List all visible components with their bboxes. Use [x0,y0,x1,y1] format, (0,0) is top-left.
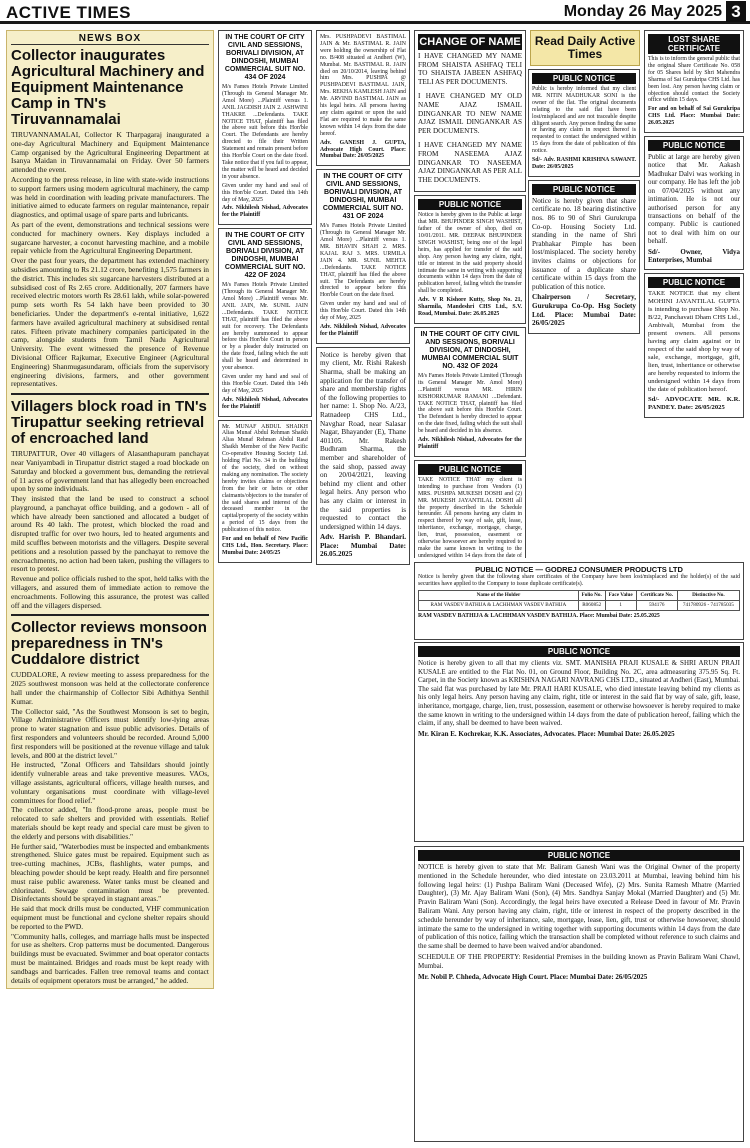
notice-body: This is to inform the general public that the original Share Certificate No. 058 for 05 Shares held by Shri Mahendra Sharma of Sai Gurukripa CHS Ltd. has been lost. Any person having claim or objection should contact the Society office within 15 days. [648,56,740,104]
public-notice [528,69,640,177]
public-notice [414,195,526,324]
notice-body: Notice is hereby given to the Public at large that MR. BHUPINDER SINGH WASHIST, father of the owner of shop, died on 10/01/2011. MR. DEEPAK BHUPINDER SINGH WASHIST, being one of the legal heirs, has applied for transfer of the said shop. Any person having any claim, right, title or interest in the said property should intimate the same in writing with supporting documents within 14 days from the date of publication hereof, failing which the transfer shall be completed. [418,212,522,295]
story-paragraph: TIRUPATTUR, Over 40 villagers of Alasanthapuram panchayat near Vaniyambadi in Tirupattur district staged a road blockade on Saturday and blocked a government bus, demanding the retrieval of 11 acres of government land that has allegedly been encroached upon by some individuals. [11,449,209,494]
notice-body: Notice is hereby given to all that my clients viz. SMT. MANISHA PRAJI KUSALE & SHRI ARUN PRAJI KUSALE are entitled to the Flat No. 01, on Ground Floor, Building No. 2C, area admeasuring 375.95 Sq. Ft. Carpet, in the Society known as KRISHNA NAGARI NAVRANG CHS LTD., situated at Andheri (East), Mumbai. The said flat was purchased by late Mr. PRAJI HARI KUSALE, who died intestate leaving behind my clients as his only legal heirs. Any person having any claim, right, title or interest in the said flat by way of sale, gift, lease, inheritance, mortgage, charge, lien, trust, possession, easement or otherwise howsoever is hereby required to make the same known in writing to the undersigned within 14 days from the date of publication hereof, failing which the claim, if any, shall be deemed to have been waived. [418,659,740,728]
public-notice-heading: PUBLIC NOTICE [648,140,740,151]
public-notice [644,136,744,270]
notice-body: Public at large are hereby given notice that Mr. Aakash Madhukar Dalvi was working in our company. He has left the job on 07/04/2025 without any intimation. He is not our authorised person for any transactions on behalf of the company. Public is cautioned not to deal with him on our behalf. [648,153,740,246]
story-paragraph: Over the past four years, the department has extended machinery subsidies amounting to Rs 21.12 crore, benefiting 1,575 farmers in the district. This includes six sugarcane harvesters distributed at a subsidised cost of Rs 2.65 crore. Additionally, 207 farmers have received electric motors worth Rs 28.61 lakh, while solar-powered pump sets worth Rs 54 lakh have been provided to 30 beneficiaries. Under the department's e-rental initiative, 1,622 farmers have availed agricultural machinery at subsidised rental rates. Fifteen private machinery companies participated in the camp, alongside students from Tamil Nadu Agricultural University. The event witnessed the presence of Revenue Divisional Officer Rajkumar, Executive Engineer (Agricultural Engineering) Shanmugasundaram, officials from the supervisory engineering divisions, farmers, and other government representatives. [11,256,209,389]
notice-column-2 [218,30,312,1142]
notice-signature: Mr. Kiran E. Kochrekar, K.K. Associates, Advocates. Place: Mumbai Date: 26.05.2025 [418,729,675,738]
story-paragraph: He said that mock drills must be conducted, VHF communication equipment must be functional and cyclone shelter repairs should be reported to the PWD. [11,904,209,931]
public-notice-heading: PUBLIC NOTICE [418,199,522,210]
public-notice [316,347,410,565]
story-paragraph: The Collector said, "As the Southwest Monsoon is set to begin, Village Administrative Officers must identify low-lying areas prone to water stagnation and issue public advisories. Details of first responders and volunteers should be recorded. Around 5,000 first responders will be positioned at the revenue village and taluk levels, and 800 at the district level." [11,706,209,760]
table-header-cell: Certificate No. [636,590,677,600]
divider [11,614,209,616]
page-number: 3 [726,1,746,22]
public-notice-wide [414,846,744,1142]
public-notice-heading: PUBLIC NOTICE [418,464,522,475]
court-notice [414,327,526,457]
notice-signature: Adv. Nikhilesh Nishad, Advocates for the Plaintiff [222,396,308,410]
table-header-cell: Folio No. [578,590,605,600]
notice-body: TAKE NOTICE that my client MOHINI JAYANTILAL GUPTA is intending to purchase Shop No. B/22, Panchavati Dham CHS Ltd., Ambivali, Mumbai from the present owners. All persons having any claim against or in respect of the said shop by way of sale, exchange, mortgage, gift, lien, trust, inheritance or otherwise are hereby requested to inform the undersigned within 14 days from the date of publication hereof. [648,290,740,394]
notice-body: Notice is hereby given that share certificate no. 18 bearing distinctive nos. 86 to 90 of Shri Gurukrupa Co-op. Housing Society Ltd. standing in the name of Shri Prabhakar Pimple has been lost/misplaced. The society hereby invites claims or objections for issuance of a duplicate share certificate within 15 days from the publication of this notice. [532,196,636,291]
notice-signature: For and on behalf of New Pacific CHS Ltd., Hon. Secretary. Place: Mumbai Date: 24/05/25 [222,536,308,556]
story-paragraph: According to the press release, in line with state-wide instructions to support farmers using modern agricultural machinery, the camp was held in coordination with leading private manufacturers. The initiative aimed to educate farmers on regular maintenance, repair diagnostics, and optimal usage of spare parts and lubricants. [11,174,209,220]
story-paragraph: They insisted that the land be used to construct a school playground, a panchayat office building, and a godown - all of which have already been sanctioned and allocated a budget of around Rs 40 lakh. The protest, which blocked the road and disrupted traffic for over two hours, led to heated arguments and mild scuffles between motorists and the villagers. Despite several petitions and a resolution passed by the panchayat to remove the encroachments, no action had been taken, pushing the villagers to resort to protest. [11,494,209,574]
notice-body: TAKE NOTICE THAT my client is intending to purchase from Vendors (1) MRS. PUSHPA MUKESH DOSHI and (2) MR. MUKESH JAYANTILAL DOSHI all the property described in the Schedule hereunder. All persons having any claim in respect thereof by way of sale, gift, lease, inheritance, exchange, mortgage, charge, lien, trust, possession, easement or otherwise howsoever are hereby required to make the same known in writing to the undersigned within 14 days from the date of [418,476,522,558]
court-notice-title: IN THE COURT OF CITY CIVIL AND SESSIONS, BORIVALI DIVISION, AT DINDOSHI, MUMBAI COMMERCIAL SUIT NO. 431 OF 2024 [322,173,404,221]
notice-column-6 [644,30,744,558]
story-paragraph: The collector added, "In flood-prone areas, people must be relocated to safe shelters and provided with essentials. Relief materials should be kept ready and special care must be given to the elderly and persons with disabilities." [11,805,209,841]
issue-date: Monday 26 May 2025 [563,3,722,20]
notice-body: Public is hereby informed that my client MR. NITIN MADHUKAR SONI is the owner of the flat. The original documents relating to the said flat have been lost/misplaced and are not traceable despite diligent search. Any person finding the same or having any claim in respect thereof is requested to contact the undersigned within 15 days from the date of publication of this notice. [532,86,636,155]
notice-signature: For and on behalf of Sai Gurukripa CHS Ltd. Place: Mumbai Date: 26.05.2025 [648,106,740,127]
notice-given: Given under my hand and seal of this Hon'ble Court. Dated this 14th day of May, 2025 [320,301,406,322]
news-column [6,30,214,1142]
public-notice-heading: LOST SHARE CERTIFICATE [648,34,740,54]
court-notice [218,228,312,416]
court-notice [218,30,312,225]
public-notice-heading: PUBLIC NOTICE [648,277,740,288]
change-of-name-text: I HAVE CHANGED MY OLD NAME AJAZ ISMAIL DINGANKAR TO NEW NAME AJAZ ISMAIL DINGANKAR AS PER DOCUMENTS. [418,92,522,135]
change-of-name-text: I HAVE CHANGED MY NAME FROM SHAISTA ASHFAQ TELI TO SHAISTA JABEEN ASHFAQ TELI AS PER DOCUMENTS. [418,52,522,86]
public-notice [528,180,640,334]
change-of-name-box [414,30,526,192]
notice-signature: Adv. Nikhilesh Nishad, Advocates for the Plaintiff [222,205,308,219]
notice-signature: RAM VASDEV BATHIJA & LACHHMAN VASDEV BATHIJA. Place: Mumbai Date: 25.05.2025 [418,612,660,619]
public-notice-heading: PUBLIC NOTICE [418,646,740,657]
story-body [11,671,209,985]
story-paragraph: As part of the event, demonstrations and technical sessions were conducted for machinery owners. Key displays included a sugarcane harvester, a coconut harvesting machine, and a mobile repair vehicle from the Agricultural Engineering Department. [11,219,209,256]
notice-column-3 [316,30,410,1142]
change-of-name-heading: CHANGE OF NAME [419,36,521,48]
public-notice-heading: PUBLIC NOTICE [532,73,636,84]
notice-body: M/s Fames Hotels Private Limited (Through its General Manager Mr. Amol More) ...Plaintiff versus 1. ANIL JAGDISH JAIN 2. ASHWINI THAKRE ...Defendants. TAKE NOTICE THAT, plaintiff has filed the above suit before this Hon'ble Court. The Defendants are hereby directed to file their Written Statement and remain present before this Hon'ble Court on the date fixed. Take notice that if you fail to appear, the matter will be heard and decided in your absence. [222,84,308,180]
table-header-cell: Distinctive No. [677,590,739,600]
news-box [6,30,214,989]
notice-signature: Adv. GANESH J. GUPTA, Advocate High Court. Place: Mumbai Date: 26/05/2025 [320,139,406,160]
table-header-cell: Name of the Holder [419,590,579,600]
notice-signature: Mr. Nobil P. Chheda, Advocate High Court. Place: Mumbai Date: 26/05/2025 [418,972,648,981]
story-paragraph: He instructed, "Zonal Officers and Tahsildars should jointly identify vulnerable areas and take preventive measures. VAOs, village assistants, agricultural officers, village health nurses, and voluntary organisations must coordinate with village-level committees for flood relief." [11,760,209,805]
notice-signature: Adv. Harish P. Bhandari. Place: Mumbai Date: 26.05.2025 [320,533,406,559]
story-headline: Villagers block road in TN's Tirupattur seeking retrieval of encroached land [11,398,207,448]
notice-column-4 [414,30,526,558]
notice-signature: Adv. Nikhilesh Nishad, Advocates for the Plaintiff [418,437,522,450]
public-notice [644,273,744,418]
newspaper-title: ACTIVE TIMES [6,3,132,22]
notice-body: Mrs. PUSHPADEVI BASTIMAL JAIN & Mr. BASTIMAL R. JAIN were holding the ownership of Flat no. B/408 situated at Andheri (W), Mumbai. Mr. BASTIMAL R. JAIN died on 20/10/2014, leaving behind him Mrs. PUSHPA @ PUSHPADEVI BASTIMAL JAIN, Mrs. REKHA KAMLESH JAIN and Mr. ARVIND BASTIMAL JAIN as his legal heirs. All persons having any claim against or upon the said Flat are required to make the same known within 14 days from the date hereof. [320,34,406,137]
society-notice [218,420,312,563]
table-cell: 594176 [636,600,677,610]
notice-body: M/s Fames Hotels Private Limited (Through its General Manager Mr. Amol More) ...Plaintiff versus 1. MR. BHAVIN SHAH 2. MRS. KAJAL RAJ 3. MRS. URMILA JAIN 4. MR. SUNIL MEHTA ...Defendants. TAKE NOTICE THAT, plaintiff has filed the above suit. The Defendants are hereby directed to appear before this Hon'ble Court on the date fixed. [320,223,406,299]
table-header-row [419,590,740,600]
notice-body: M/s Fames Hotels Private Limited (Through its General Manager Mr. Amol More) ...Plaintiff versus MR. HIRIN KISHORKUMAR RAMANI ...Defendant. TAKE NOTICE THAT, plaintiff has filed the above suit before this Hon'ble Court. The Defendant is hereby directed to appear on the date fixed, failing which the suit shall be heard and decided in his absence. [418,372,522,435]
story-body [11,450,209,610]
table-cell: RAM VASDEV BATHIJA & LACHHMAN VASDEV BATHIJA [419,600,579,610]
table-cell: 1 [605,600,636,610]
story-paragraph: TIRUVANNAMALAI, Collector K Tharpagaraj inaugurated a one-day Agricultural Machinery and Equipment Maintenance Camp organised by the Agricultural Engineering Department at Isanya Maidan in Tiruvannamalai on Friday. Over 50 farmers attended the event. [11,130,209,175]
notice-signature: Sd/- Adv. RASHMI KRISHNA SAWANT. Date: 26/05/2025 [532,157,636,170]
lost-share-certificate-notice [644,30,744,133]
masthead [0,0,750,24]
notice-body: Notice is hereby given that my client, Mr. Rishi Rakesh Sharma, shall be making an application for the transfer of share and membership rights of the following properties to her name: 1. Shop No. A/23, Ratnadeep CHS Ltd., Navghar Road, near Salasar Nagar, Bhayander (E), Thane 401105. Mr. Rakesh Budhram Sharma, the member and shareholder of the said shop, passed away on 20/04/2021, leaving behind my client and other legal heirs. Any person who has any claim or interest in the said properties is requested to contact the undersigned within 14 days. [320,350,406,531]
notice-signature: Chairperson / Secretary, Gurukrupa Co-Op. Hsg Society Ltd. Place: Mumbai Date: 26/05/2025 [532,293,636,328]
public-notice-wide [414,642,744,842]
story-paragraph: "Community halls, colleges, and marriage halls must be inspected for use as shelters. Crop patterns must be documented. Dangerous buildings must be evacuated. Swimmer and boat operator contacts must be maintained. Bridges and roads must be kept ready with sandbags and barricades. Fallen tree removal teams and contact details of equipment operators must be arranged," he added. [11,931,209,985]
court-notice [316,169,410,344]
story-body [11,131,209,389]
change-of-name-text: I HAVE CHANGED MY NAME FROM NASEEMA AJAZ DINGANKAR TO NASEEMA AJAZ DINGANKAR AS PER ALL THE DOCUMENTS. [418,141,522,184]
godrej-notice-title: PUBLIC NOTICE — GODREJ CONSUMER PRODUCTS LTD [475,565,683,574]
notice-given: Given under my hand and seal of this Hon'ble Court. Dated this 14th day of May, 2025 [222,374,308,394]
table-cell: R060852 [578,600,605,610]
table-header-cell: Face Value [605,590,636,600]
public-notice-heading: PUBLIC NOTICE [532,184,636,195]
public-notice [414,460,526,558]
story-headline: Collector reviews monsoon preparedness in TN's Cuddalore district [11,619,207,669]
notice-column-5 [528,30,640,558]
court-notice-title: IN THE COURT OF CITY CIVIL AND SESSIONS, BORIVALI DIVISION, AT DINDOSHI, MUMBAI COMMERCIAL SUIT NO. 422 OF 2024 [224,232,306,280]
court-notice-title: IN THE COURT OF CITY CIVIL AND SESSIONS, BORIVALI DIVISION, AT DINDOSHI, MUMBAI COMMERCIAL SUIT NO. 434 OF 2024 [224,34,306,81]
read-daily-promo: Read Daily Active Times [530,30,640,66]
table-row [419,600,740,610]
story-paragraph: CUDDALORE, A review meeting to assess preparedness for the 2025 southwest monsoon was held at the collectorate conference hall under the chairmanship of Collector Sibi Adhithya Senthil Kumar. [11,670,209,706]
notice-body: M/s Fames Hotels Private Limited (Through its General Manager Mr. Amol More) ...Plaintiff versus Mr. ANIL JAIN, Mr. SUNIL JAIN ...Defendants. TAKE NOTICE THAT, plaintiff has filed the above suit for recovery. The Defendants are hereby summoned to appear before this Hon'ble Court in person or by a pleader duly instructed on the date fixed, failing which the suit shall be heard and determined in your absence. [222,282,308,372]
divider [11,393,209,395]
notice-given: Given under my hand and seal of this Hon'ble Court. Dated this 14th day of May, 2025 [222,182,308,203]
court-notice-title: IN THE COURT OF CITY CIVIL AND SESSIONS, BORIVALI DIVISION, AT DINDOSHI, MUMBAI COMMERCIAL SUIT NO. 432 OF 2024 [420,330,520,370]
notice-signature: Adv. Nikhilesh Nishad, Advocates for the Plaintiff [320,324,406,337]
notice-schedule: SCHEDULE OF THE PROPERTY: Residential Premises in the building known as Pravin Baliram Wani Chawl, Mumbai. [418,952,740,970]
story-paragraph: Revenue and police officials rushed to the spot, held talks with the villagers, and assured them of immediate action to remove the encroachments. Following this assurance, the protest was called off and the villagers dispersed. [11,574,209,610]
notice-body: Mr. MUNAF ABDUL SHAIKH Alias Munaf Abdul Rehman Shaikh Alias Munaf Rehman Abdul Rauf Shaikh Member of the New Pacific Co-operative Housing Society Ltd. holding Flat No. 34 in the building of the society, died on without making any nomination. The society hereby invites claims or objections from the heir or heirs or other claimants/objectors to the transfer of the said shares and interest of the deceased member in the capital/property of the society within a period of 15 days from the publication of this notice. [222,423,308,534]
notice-signature: Sd/- ADVOCATE MR. K.R. PANDEY. Date: 26/05/2025 [648,396,740,412]
notice-signature: Sd/- Owner, Vidya Enterprises, Mumbai [648,247,740,264]
godrej-share-notice [414,562,744,640]
public-notice [316,30,410,166]
share-certificate-table [418,590,740,611]
story-headline: Collector inaugurates Agricultural Machinery and Equipment Maintenance Camp in TN's Tiruvannamalai [11,47,205,128]
public-notice-heading: PUBLIC NOTICE [418,850,740,861]
notice-signature: Adv. V R Kishore Kutty, Shop No. 21, Sharmila, Mandeshri CHS Ltd., S.V. Road, Mumbai. Date: 26.05.2025 [418,297,522,317]
news-box-label: NEWS BOX [11,33,209,45]
story-paragraph: He further said, "Waterbodies must be inspected and embankments strengthened. Sluice gates must be repaired. Equipment such as tree-cutting machines, JCBs, flashlights, water pumps, and bleaching powder should be kept ready. Health and fire personnel must raise public awareness. Water tanks must be cleaned and chlorinated. Sewage contamination must be prevented. Disinfectants should be sprayed in stagnant areas." [11,841,210,904]
notice-body: NOTICE is hereby given to state that Mr. Baliram Ganesh Wani was the Original Owner of the property mentioned in the Schedule hereunder, who died intestate on 23.03.2011 at Mumbai, leaving behind him his following legal heirs: (1) Pushpa Baliram Wani (Deceased Wife), (2) Mrs. Sunita Ramesh Mhatre (Married Daughter), (3) Mr. Ajay Baliram Wani (Son), (4) Mrs. Sandhya Sanjay Mokal (Married Daughter) and (5) Mr. Pravin Baliram Wani (Son). Accordingly, the legal heirs have executed a Release Deed in favour of Mr. Pravin Baliram Wani. Any person having any claim, right, title or interest in respect of the property described in the schedule hereunder by way of inheritance, sale, mortgage, lease, lien, gift, trust or otherwise howsoever, should intimate the same to the undersigned in writing together with supporting documents within 14 days from the date of publication of this notice, failing which the transaction shall be completed without reference to such claims and the same shall be deemed to have been waived and/or abandoned. [418,863,740,951]
table-cell: 741780926 - 741785035 [677,600,739,610]
notice-body: Notice is hereby given that the following share certificates of the Company have been lost/misplaced and the holder(s) of the said securities have applied to the Company to issue duplicate certificate(s). [418,574,740,587]
